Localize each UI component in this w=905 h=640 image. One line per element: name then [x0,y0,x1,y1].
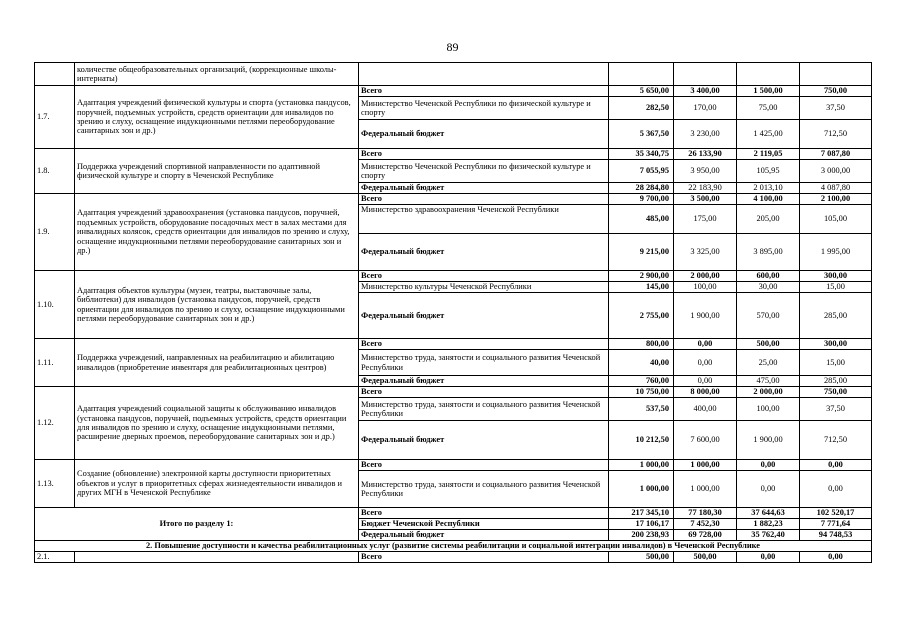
row-description: количестве общеобразовательных организаций, (коррекционные школы-интернаты) [75,63,359,86]
value-cell: 37,50 [800,97,872,120]
table-row [35,387,872,398]
value-cell: 0,00 [800,471,872,508]
funding-source: Всего [359,194,609,205]
value-cell: 0,00 [674,350,737,376]
row-number: 1.9. [35,194,75,271]
row-number: 1.10. [35,271,75,339]
table-row [35,552,872,563]
value-cell: 17 106,17 [609,519,674,530]
funding-source: Министерство труда, занятости и социального развития Чеченской Республики [359,350,609,376]
value-cell: 0,00 [800,552,872,563]
value-cell: 35 340,75 [609,149,674,160]
funding-source: Федеральный бюджет [359,421,609,460]
value-cell: 77 180,30 [674,508,737,519]
table-row [35,149,872,160]
value-cell: 5 650,00 [609,86,674,97]
value-cell: 3 230,00 [674,120,737,149]
row-description: Адаптация учреждений физической культуры и спорта (установка пандусов, поручней, подъемных устройств, средств ориентации для инвалидов по зрению и слуху, оснащение индукционными петлями переоборудование санитарных зон и др.) [75,86,359,149]
value-cell: 205,00 [737,205,800,234]
page-number: 89 [446,40,459,54]
row-number: 1.12. [35,387,75,460]
funding-source: Всего [359,460,609,471]
value-cell: 40,00 [609,350,674,376]
value-cell: 7 087,80 [800,149,872,160]
value-cell: 102 520,17 [800,508,872,519]
value-cell: 2 000,00 [674,271,737,282]
funding-source: Министерство культуры Чеченской Республики [359,282,609,293]
section-heading: 2. Повышение доступности и качества реабилитационных услуг (развитие системы реабилитации и социальной интеграции инвалидов) в Чеченской Республике [35,541,872,552]
value-cell: 10 212,50 [609,421,674,460]
row-description [75,552,359,563]
value-cell: 75,00 [737,97,800,120]
value-cell: 3 500,00 [674,194,737,205]
table-row [35,86,872,97]
value-cell [609,63,674,86]
value-cell: 285,00 [800,293,872,339]
row-number: 1.11. [35,339,75,387]
table-row [35,460,872,471]
value-cell: 282,50 [609,97,674,120]
value-cell: 8 000,00 [674,387,737,398]
value-cell: 28 284,80 [609,183,674,194]
value-cell: 105,95 [737,160,800,183]
value-cell: 7 055,95 [609,160,674,183]
value-cell: 3 895,00 [737,234,800,271]
value-cell: 30,00 [737,282,800,293]
funding-source: Федеральный бюджет [359,376,609,387]
value-cell: 750,00 [800,387,872,398]
value-cell: 1 000,00 [674,460,737,471]
funding-source: Всего [359,508,609,519]
value-cell: 105,00 [800,205,872,234]
value-cell: 100,00 [674,282,737,293]
value-cell: 0,00 [737,471,800,508]
row-description: Поддержка учреждений спортивной направленности по адаптивной физической культуре и спорту в Чеченской Республике [75,149,359,194]
value-cell: 285,00 [800,376,872,387]
value-cell: 2 900,00 [609,271,674,282]
value-cell: 485,00 [609,205,674,234]
value-cell: 400,00 [674,398,737,421]
value-cell: 570,00 [737,293,800,339]
section-total-label: Итого по разделу 1: [35,508,359,541]
value-cell: 0,00 [737,460,800,471]
value-cell: 0,00 [737,552,800,563]
value-cell: 3 000,00 [800,160,872,183]
funding-source: Всего [359,387,609,398]
funding-source: Федеральный бюджет [359,234,609,271]
value-cell: 2 100,00 [800,194,872,205]
value-cell: 217 345,10 [609,508,674,519]
value-cell: 1 900,00 [674,293,737,339]
funding-source: Федеральный бюджет [359,293,609,339]
value-cell: 712,50 [800,120,872,149]
funding-source: Всего [359,271,609,282]
budget-table [34,62,872,563]
value-cell: 500,00 [674,552,737,563]
value-cell: 760,00 [609,376,674,387]
row-description: Поддержка учреждений, направленных на реабилитацию и абилитацию инвалидов (приобретение инвентаря для реабилитационных центров) [75,339,359,387]
table-row [35,194,872,205]
value-cell: 1 882,23 [737,519,800,530]
row-number: 2.1. [35,552,75,563]
value-cell [737,63,800,86]
value-cell: 1 000,00 [609,471,674,508]
value-cell: 0,00 [674,376,737,387]
value-cell: 1 425,00 [737,120,800,149]
value-cell: 800,00 [609,339,674,350]
value-cell: 1 900,00 [737,421,800,460]
row-description: Адаптация объектов культуры (музеи, театры, выставочные залы, библиотеки) для инвалидов (установка пандусов, поручней, средств ориентации для инвалидов по зрению и слуху, оснащение индукционными петлями переоборудование санитарных зон и др.) [75,271,359,339]
value-cell: 69 728,00 [674,530,737,541]
table-row [35,508,872,519]
table-row [35,271,872,282]
value-cell: 200 238,93 [609,530,674,541]
value-cell: 1 000,00 [609,460,674,471]
value-cell: 15,00 [800,350,872,376]
value-cell: 10 750,00 [609,387,674,398]
funding-source: Всего [359,339,609,350]
value-cell: 300,00 [800,339,872,350]
value-cell: 4 087,80 [800,183,872,194]
funding-source: Министерство Чеченской Республики по физической культуре и спорту [359,160,609,183]
row-number: 1.13. [35,460,75,508]
value-cell: 0,00 [674,339,737,350]
value-cell: 2 119,05 [737,149,800,160]
row-number [35,63,75,86]
value-cell: 5 367,50 [609,120,674,149]
value-cell: 3 400,00 [674,86,737,97]
row-number: 1.7. [35,86,75,149]
value-cell: 537,50 [609,398,674,421]
value-cell: 300,00 [800,271,872,282]
value-cell: 2 000,00 [737,387,800,398]
value-cell: 9 700,00 [609,194,674,205]
value-cell: 3 950,00 [674,160,737,183]
value-cell: 0,00 [800,460,872,471]
value-cell: 500,00 [609,552,674,563]
value-cell: 7 771,64 [800,519,872,530]
value-cell: 145,00 [609,282,674,293]
table-row [35,63,872,86]
value-cell: 600,00 [737,271,800,282]
funding-source: Бюджет Чеченской Республики [359,519,609,530]
funding-source: Федеральный бюджет [359,530,609,541]
funding-source: Министерство труда, занятости и социального развития Чеченской Республики [359,398,609,421]
value-cell: 25,00 [737,350,800,376]
row-description: Адаптация учреждений здравоохранения (установка пандусов, поручней, подъемных устройств, оборудование посадочных мест в залах местами для инвалидных колясок, средств ориентации для инвалидов по зрению и слуху, оснащение индукционными петлями переоборудование санитарных зон и др.) [75,194,359,271]
funding-source: Всего [359,552,609,563]
value-cell [800,63,872,86]
row-number: 1.8. [35,149,75,194]
funding-source: Федеральный бюджет [359,120,609,149]
value-cell: 37 644,63 [737,508,800,519]
funding-source: Министерство труда, занятости и социального развития Чеченской Республики [359,471,609,508]
funding-source [359,63,609,86]
value-cell: 1 995,00 [800,234,872,271]
value-cell: 170,00 [674,97,737,120]
value-cell: 100,00 [737,398,800,421]
value-cell: 2 755,00 [609,293,674,339]
value-cell: 4 100,00 [737,194,800,205]
value-cell: 1 000,00 [674,471,737,508]
row-description: Адаптация учреждений социальной защиты к обслуживанию инвалидов (установка пандусов, поручней, подъемных устройств, средств ориентации для инвалидов по зрению и слуху, оснащение индукционными петлями, расширение дверных проемов, переоборудование санитарных зон и др.) [75,387,359,460]
funding-source: Министерство здравоохранения Чеченской Республики [359,205,609,234]
funding-source: Федеральный бюджет [359,183,609,194]
funding-source: Всего [359,149,609,160]
value-cell [674,63,737,86]
value-cell: 26 133,90 [674,149,737,160]
value-cell: 500,00 [737,339,800,350]
table-row [35,541,872,552]
value-cell: 9 215,00 [609,234,674,271]
funding-source: Всего [359,86,609,97]
value-cell: 37,50 [800,398,872,421]
table-row [35,339,872,350]
value-cell: 1 500,00 [737,86,800,97]
value-cell: 35 762,40 [737,530,800,541]
value-cell: 712,50 [800,421,872,460]
row-description: Создание (обновление) электронной карты доступности приоритетных объектов и услуг в приоритетных сферах жизнедеятельности инвалидов и других МГН в Чеченской Республике [75,460,359,508]
value-cell: 7 600,00 [674,421,737,460]
value-cell: 475,00 [737,376,800,387]
value-cell: 94 748,53 [800,530,872,541]
value-cell: 750,00 [800,86,872,97]
funding-source: Министерство Чеченской Республики по физической культуре и спорту [359,97,609,120]
value-cell: 175,00 [674,205,737,234]
value-cell: 15,00 [800,282,872,293]
value-cell: 3 325,00 [674,234,737,271]
value-cell: 2 013,10 [737,183,800,194]
value-cell: 22 183,90 [674,183,737,194]
value-cell: 7 452,30 [674,519,737,530]
